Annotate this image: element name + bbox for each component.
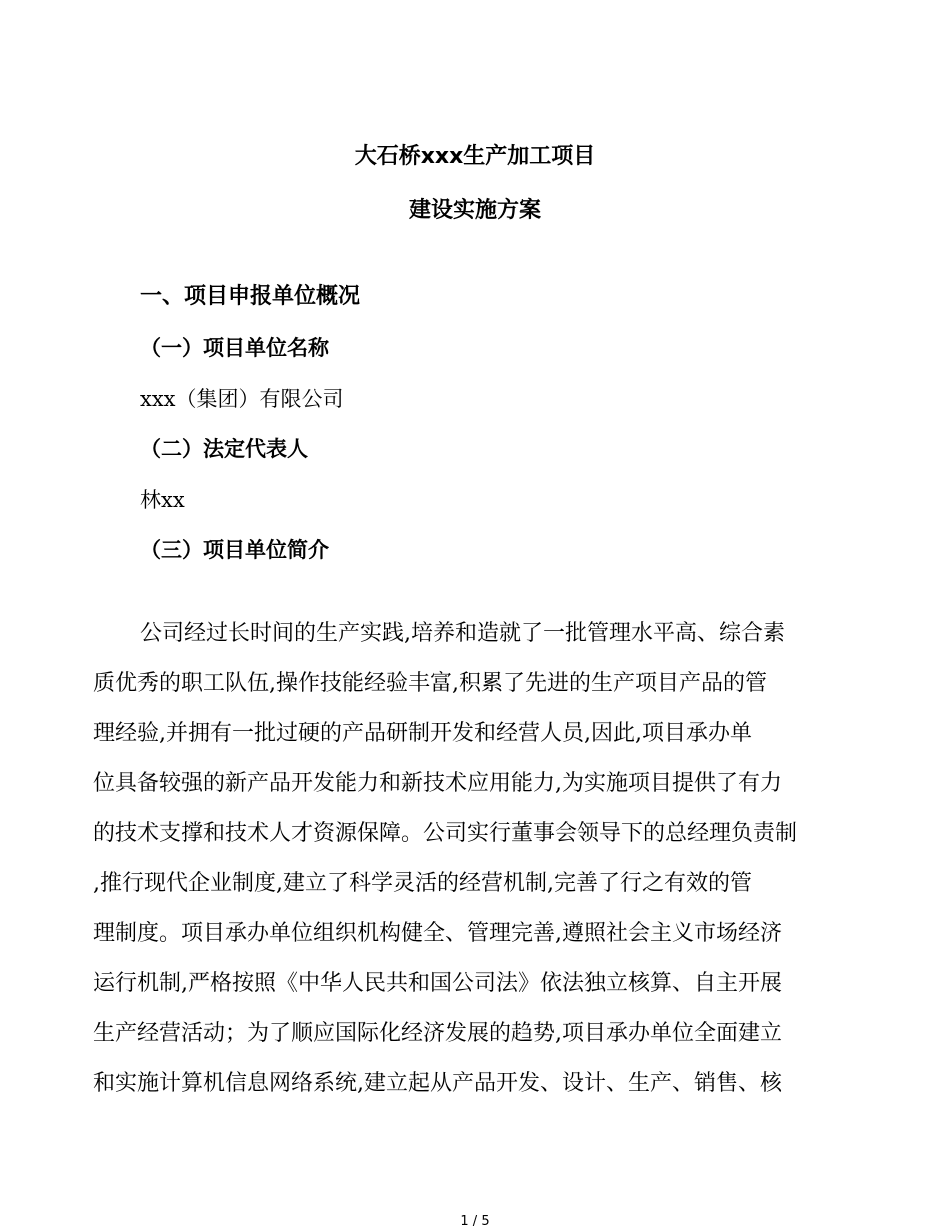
paragraph-line: 运行机制,严格按照《中华人民共和国公司法》依法独立核算、自主开展 xyxy=(93,971,782,996)
paragraph-line: 的技术支撑和技术人才资源保障。公司实行董事会领导下的总经理负责制 xyxy=(93,821,798,846)
paragraph-line: 位具备较强的新产品开发能力和新技术应用能力,为实施项目提供了有力 xyxy=(93,771,782,796)
paragraph-line: 理经验,并拥有一批过硬的产品研制开发和经营人员,因此,项目承办单 xyxy=(93,721,752,746)
paragraph-line: 质优秀的职工队伍,操作技能经验丰富,积累了先进的生产项目产品的管 xyxy=(93,671,767,696)
subsection-heading-unit-name: （一）项目单位名称 xyxy=(140,336,329,360)
paragraph-line: 公司经过长时间的生产实践,培养和造就了一批管理水平高、综合素 xyxy=(140,621,785,646)
paragraph-line: 生产经营活动；为了顺应国际化经济发展的趋势,项目承办单位全面建立 xyxy=(93,1021,782,1046)
subsection-heading-unit-intro: （三）项目单位简介 xyxy=(140,538,329,562)
document-title: 大石桥xxx生产加工项目 xyxy=(354,144,596,169)
document-subtitle: 建设实施方案 xyxy=(408,198,541,223)
page-indicator: 1 / 5 xyxy=(460,1214,490,1229)
paragraph-line: ,推行现代企业制度,建立了科学灵活的经营机制,完善了行之有效的管 xyxy=(93,871,752,896)
legal-rep-value: 林xx xyxy=(140,488,185,512)
unit-name-value: xxx（集团）有限公司 xyxy=(140,387,344,411)
paragraph-line: 理制度。项目承办单位组织机构健全、管理完善,遵照社会主义市场经济 xyxy=(93,921,782,946)
paragraph-line: 和实施计算机信息网络系统,建立起从产品开发、设计、生产、销售、核 xyxy=(93,1071,782,1096)
subsection-heading-legal-rep: （二）法定代表人 xyxy=(140,437,308,461)
section-heading: 一、项目申报单位概况 xyxy=(140,284,361,309)
